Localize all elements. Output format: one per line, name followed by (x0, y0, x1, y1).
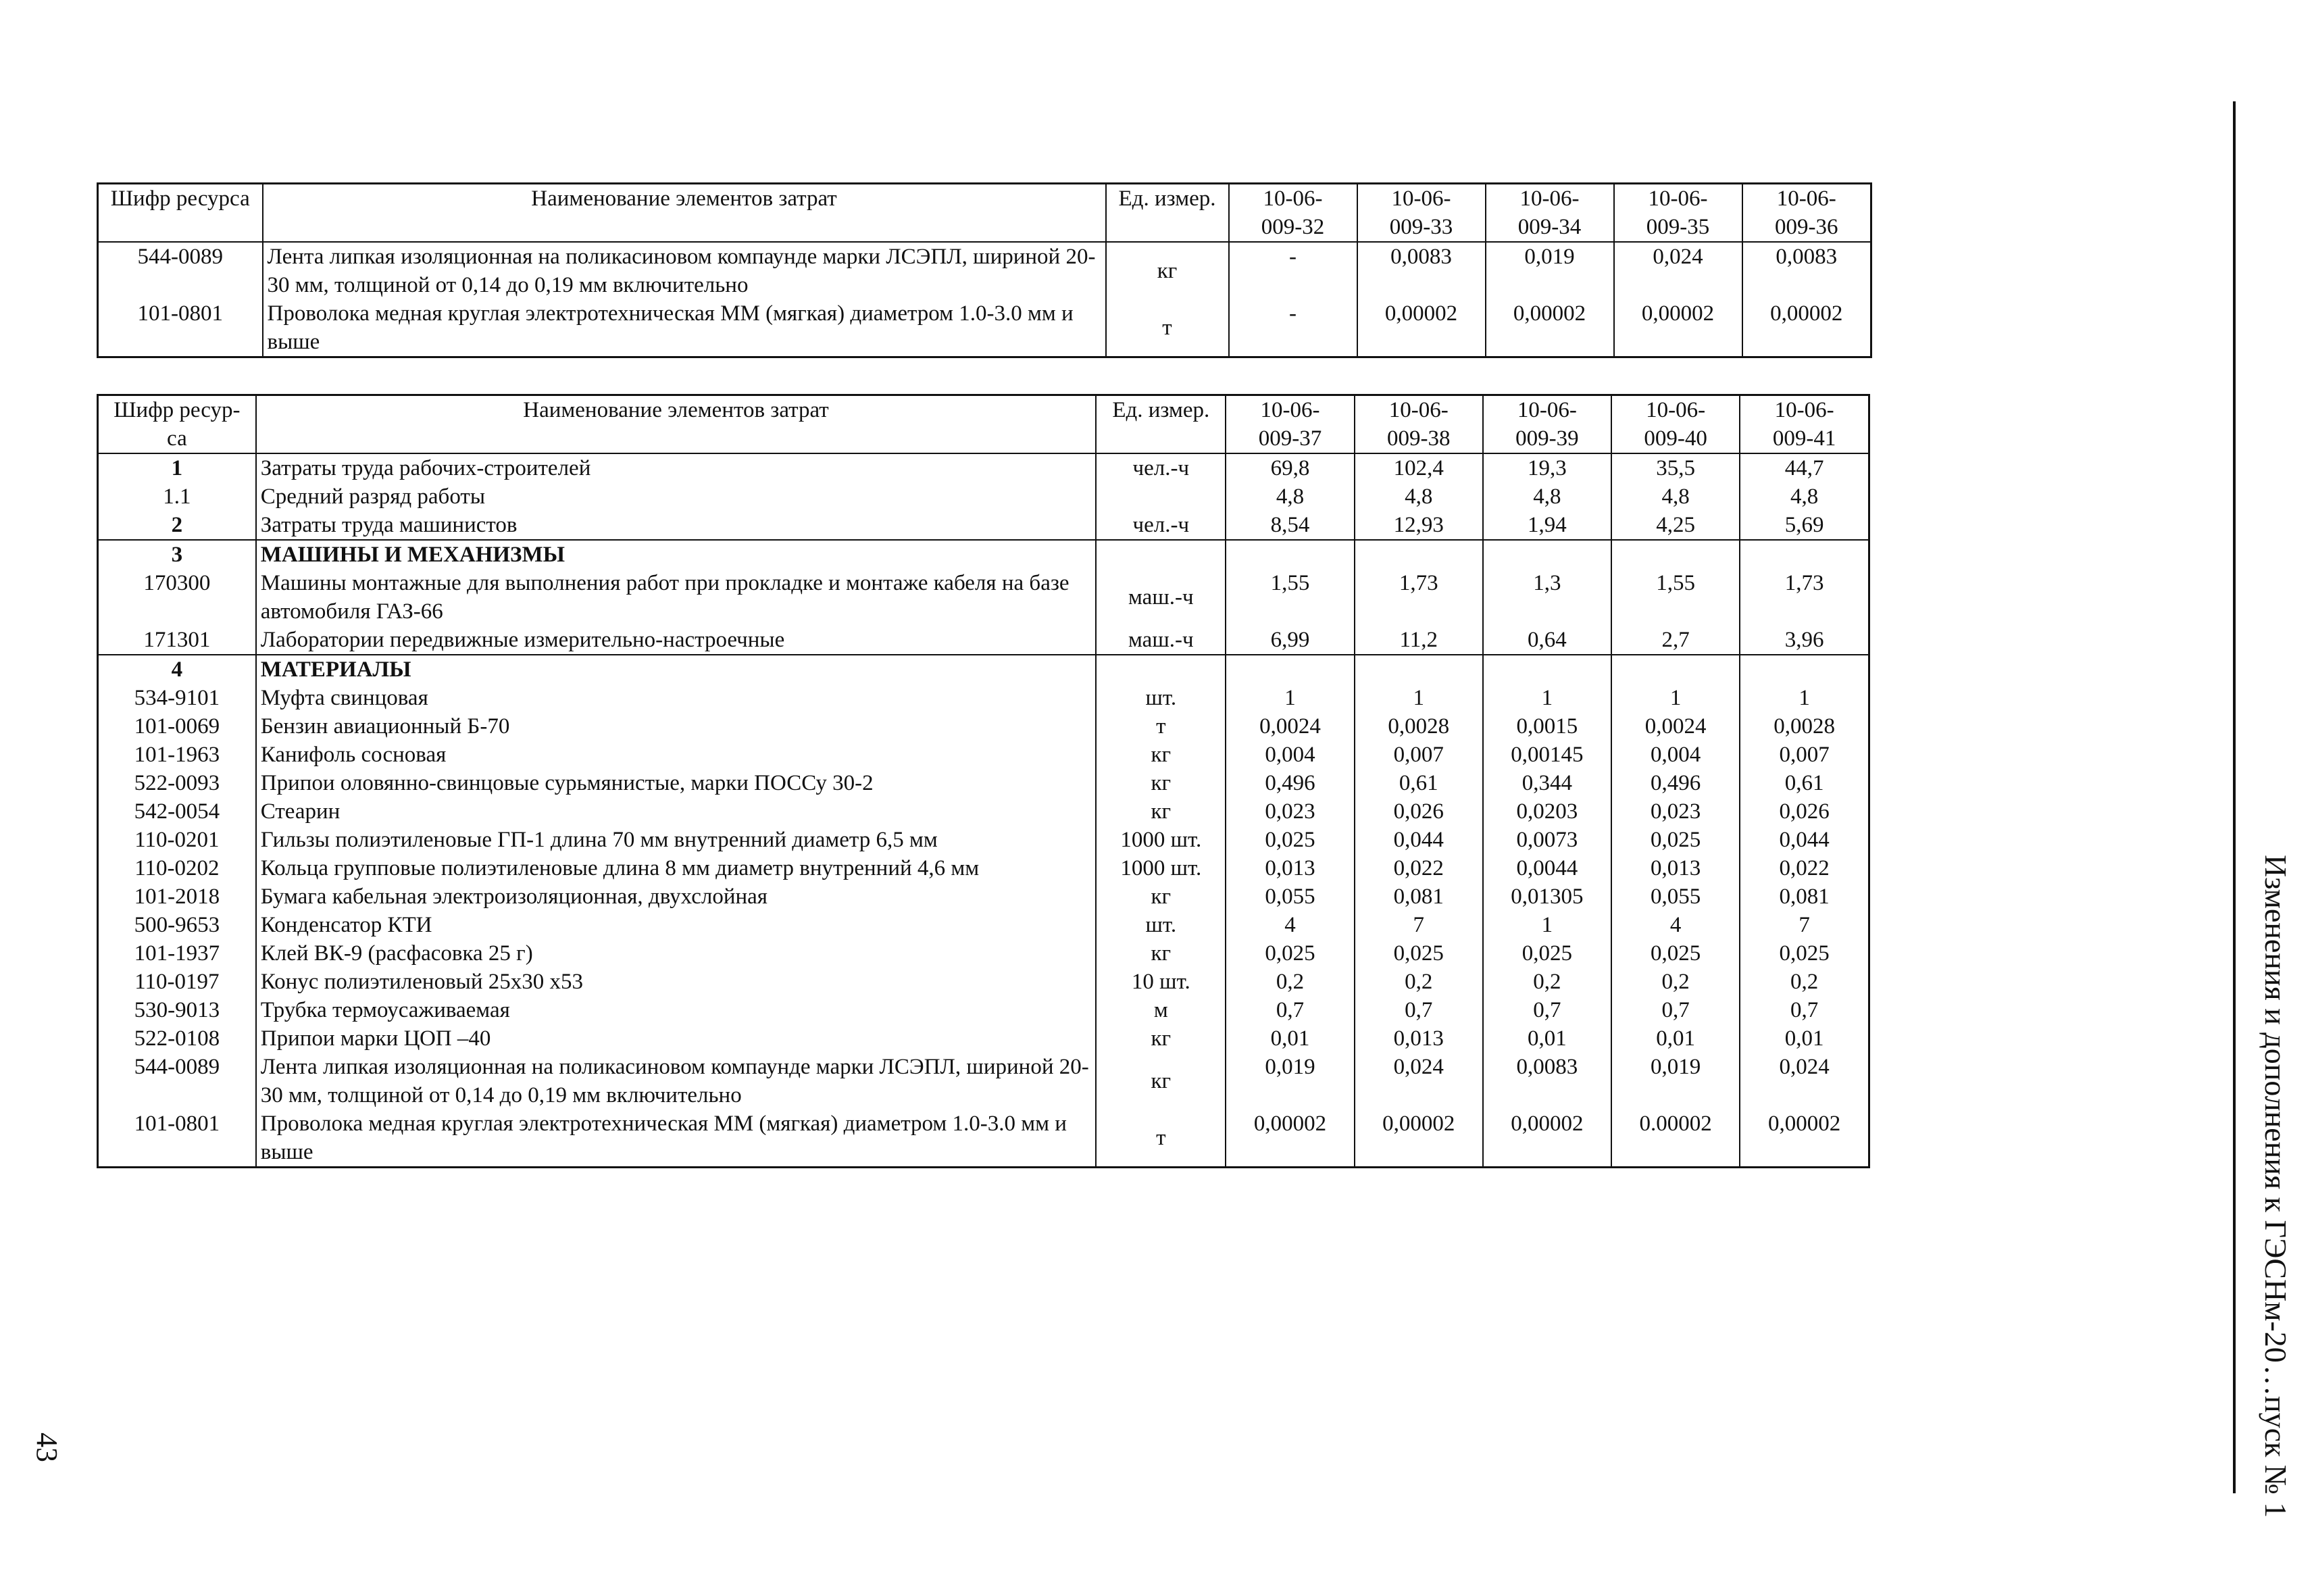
norm-value-cell: 19,3 (1483, 453, 1611, 482)
cost-element-name-cell: Стеарин (256, 797, 1096, 826)
table-row (98, 968, 1869, 996)
norm-value-cell: 0,026 (1355, 797, 1483, 826)
unit-cell: кг (1096, 769, 1226, 797)
norm-value-cell: 0,00002 (1742, 299, 1871, 357)
norm-value-cell: 0,00002 (1226, 1109, 1354, 1168)
norm-value-cell: 69,8 (1226, 453, 1354, 482)
cost-element-name-cell: Конденсатор КТИ (256, 911, 1096, 939)
norm-value-cell: 0,013 (1611, 854, 1740, 882)
norm-value-cell: 0,2 (1611, 968, 1740, 996)
norm-value-cell: 0,013 (1226, 854, 1354, 882)
table-row (98, 482, 1869, 511)
unit-cell: т (1096, 1109, 1226, 1168)
table-row (98, 453, 1869, 482)
unit-cell: маш.-ч (1096, 569, 1226, 626)
norm-value-cell: 1,94 (1483, 511, 1611, 540)
header-resource-code: Шифр ресур- са (98, 395, 256, 454)
cost-element-name-cell: Проволока медная круглая электротехническая ММ (мягкая) диаметром 1.0-3.0 мм и выше (263, 299, 1106, 357)
header-norm-code: 10-06- 009-34 (1486, 184, 1614, 243)
header-norm-code: 10-06- 009-33 (1357, 184, 1486, 243)
table-row (98, 299, 1871, 357)
norm-value-cell: 0,044 (1355, 826, 1483, 854)
norm-value-cell: 0,0015 (1483, 712, 1611, 741)
norm-value-cell: 0,007 (1355, 741, 1483, 769)
norm-value-cell: 0,019 (1226, 1053, 1354, 1109)
norm-value-cell (1355, 540, 1483, 569)
norm-value-cell (1355, 655, 1483, 684)
resource-code-cell: 500-9653 (98, 911, 256, 939)
cost-element-name-cell: Затраты труда машинистов (256, 511, 1096, 540)
cost-element-name-cell: МАШИНЫ И МЕХАНИЗМЫ (256, 540, 1096, 569)
norm-value-cell: 0,0024 (1611, 712, 1740, 741)
norm-value-cell: 0,024 (1614, 242, 1742, 299)
unit-cell: кг (1096, 939, 1226, 968)
norm-value-cell: 0,055 (1226, 882, 1354, 911)
norm-value-cell: - (1229, 299, 1357, 357)
resource-table-2 (97, 394, 1870, 1168)
norm-value-cell: 1 (1483, 684, 1611, 712)
unit-cell: 1000 шт. (1096, 826, 1226, 854)
norm-value-cell: 35,5 (1611, 453, 1740, 482)
table-row (98, 911, 1869, 939)
norm-value-cell (1611, 655, 1740, 684)
header-norm-code: 10-06- 009-40 (1611, 395, 1740, 454)
norm-value-cell: 0,01 (1483, 1024, 1611, 1053)
unit-cell: кг (1096, 882, 1226, 911)
norm-value-cell: 0,01 (1611, 1024, 1740, 1053)
norm-value-cell: 1 (1226, 684, 1354, 712)
unit-cell: т (1106, 299, 1229, 357)
cost-element-name-cell: Припои оловянно-свинцовые сурьмянистые, марки ПОССу 30-2 (256, 769, 1096, 797)
header-norm-code: 10-06- 009-32 (1229, 184, 1357, 243)
table-row (98, 684, 1869, 712)
table-row (98, 626, 1869, 655)
norm-value-cell (1226, 540, 1354, 569)
norm-value-cell: 0.00002 (1611, 1109, 1740, 1168)
resource-code-cell: 101-1963 (98, 741, 256, 769)
unit-cell: чел.-ч (1096, 511, 1226, 540)
norm-value-cell: 0,7 (1483, 996, 1611, 1024)
norm-value-cell: 0,61 (1355, 769, 1483, 797)
norm-value-cell (1226, 655, 1354, 684)
table-row (98, 826, 1869, 854)
norm-value-cell: 5,69 (1740, 511, 1869, 540)
resource-code-cell: 110-0202 (98, 854, 256, 882)
table-row (98, 769, 1869, 797)
norm-value-cell: 0,022 (1740, 854, 1869, 882)
norm-value-cell: 0,055 (1611, 882, 1740, 911)
norm-value-cell: 0,00002 (1355, 1109, 1483, 1168)
norm-value-cell: 0,00002 (1486, 299, 1614, 357)
norm-value-cell: 0,025 (1226, 939, 1354, 968)
cost-element-name-cell: Затраты труда рабочих-строителей (256, 453, 1096, 482)
norm-value-cell: 3,96 (1740, 626, 1869, 655)
resource-code-cell: 544-0089 (98, 242, 263, 299)
unit-cell: маш.-ч (1096, 626, 1226, 655)
norm-value-cell: 1,55 (1611, 569, 1740, 626)
table-row (98, 882, 1869, 911)
resource-code-cell: 3 (98, 540, 256, 569)
norm-value-cell: 0,01305 (1483, 882, 1611, 911)
cost-element-name-cell: Бензин авиационный Б-70 (256, 712, 1096, 741)
unit-cell: 1000 шт. (1096, 854, 1226, 882)
norm-value-cell: 0,2 (1740, 968, 1869, 996)
cost-element-name-cell: Лента липкая изоляционная на поликасиновом компаунде марки ЛСЭПЛ, шириной 20-30 мм, толщиной от 0,14 до 0,19 мм включительно (263, 242, 1106, 299)
norm-value-cell (1611, 540, 1740, 569)
norm-value-cell: 0,025 (1740, 939, 1869, 968)
resource-code-cell: 522-0108 (98, 1024, 256, 1053)
norm-value-cell: 4 (1611, 911, 1740, 939)
norm-value-cell: 0,024 (1355, 1053, 1483, 1109)
norm-value-cell: 0,044 (1740, 826, 1869, 854)
unit-cell (1096, 540, 1226, 569)
table-row (98, 569, 1869, 626)
norm-value-cell: 0,022 (1355, 854, 1483, 882)
table-row (98, 996, 1869, 1024)
norm-value-cell: 1 (1483, 911, 1611, 939)
unit-cell: 10 шт. (1096, 968, 1226, 996)
norm-value-cell: 0,01 (1740, 1024, 1869, 1053)
norm-value-cell: 4,8 (1355, 482, 1483, 511)
page-number: 43 (30, 1432, 64, 1462)
resource-code-cell: 101-0069 (98, 712, 256, 741)
norm-value-cell: 1 (1355, 684, 1483, 712)
resource-code-cell: 530-9013 (98, 996, 256, 1024)
norm-value-cell (1483, 540, 1611, 569)
header-norm-code: 10-06- 009-41 (1740, 395, 1869, 454)
unit-cell: шт. (1096, 684, 1226, 712)
unit-cell (1096, 655, 1226, 684)
cost-element-name-cell: Конус полиэтиленовый 25x30 x53 (256, 968, 1096, 996)
unit-cell (1096, 482, 1226, 511)
unit-cell: кг (1106, 242, 1229, 299)
norm-value-cell: 0,64 (1483, 626, 1611, 655)
norm-value-cell: 0,0083 (1742, 242, 1871, 299)
table-row (98, 797, 1869, 826)
norm-value-cell: 1 (1740, 684, 1869, 712)
norm-value-cell: 2,7 (1611, 626, 1740, 655)
norm-value-cell: 4,8 (1740, 482, 1869, 511)
resource-code-cell: 101-1937 (98, 939, 256, 968)
header-norm-code: 10-06- 009-36 (1742, 184, 1871, 243)
norm-value-cell: 0,004 (1611, 741, 1740, 769)
norm-value-cell: 1,3 (1483, 569, 1611, 626)
cost-element-name-cell: Клей ВК-9 (расфасовка 25 г) (256, 939, 1096, 968)
unit-cell: чел.-ч (1096, 453, 1226, 482)
norm-value-cell: 0,7 (1740, 996, 1869, 1024)
norm-value-cell: 0,496 (1611, 769, 1740, 797)
norm-value-cell: 0,0083 (1357, 242, 1486, 299)
table-row (98, 511, 1869, 540)
header-norm-code: 10-06- 009-35 (1614, 184, 1742, 243)
issue-label: …пуск № 1 (2259, 1365, 2293, 1518)
resource-code-cell: 534-9101 (98, 684, 256, 712)
norm-value-cell: 0,025 (1226, 826, 1354, 854)
cost-element-name-cell: Лаборатории передвижные измерительно-настроечные (256, 626, 1096, 655)
norm-value-cell: 0,7 (1611, 996, 1740, 1024)
norm-value-cell: 0,0083 (1483, 1053, 1611, 1109)
norm-value-cell: 0,496 (1226, 769, 1354, 797)
norm-value-cell: 0,2 (1483, 968, 1611, 996)
header-resource-code: Шифр ресурса (98, 184, 263, 243)
resource-code-cell: 1.1 (98, 482, 256, 511)
norm-value-cell: 0,00002 (1614, 299, 1742, 357)
norm-value-cell: 11,2 (1355, 626, 1483, 655)
norm-value-cell: 0,025 (1483, 939, 1611, 968)
norm-value-cell: 0,344 (1483, 769, 1611, 797)
norm-value-cell: 7 (1355, 911, 1483, 939)
norm-value-cell: 0,7 (1226, 996, 1354, 1024)
norm-value-cell: 0,004 (1226, 741, 1354, 769)
table-row (98, 1024, 1869, 1053)
norm-value-cell: 0,023 (1611, 797, 1740, 826)
unit-cell: м (1096, 996, 1226, 1024)
norm-value-cell: 1,55 (1226, 569, 1354, 626)
norm-value-cell: 0,00145 (1483, 741, 1611, 769)
norm-value-cell: 6,99 (1226, 626, 1354, 655)
norm-value-cell: 1,73 (1740, 569, 1869, 626)
resource-code-cell: 101-0801 (98, 299, 263, 357)
table-header-row (98, 395, 1869, 454)
resource-code-cell: 110-0201 (98, 826, 256, 854)
table-row (98, 540, 1869, 569)
resource-code-cell: 544-0089 (98, 1053, 256, 1109)
norm-value-cell: 0,61 (1740, 769, 1869, 797)
norm-value-cell: 0,2 (1355, 968, 1483, 996)
resource-code-cell: 542-0054 (98, 797, 256, 826)
norm-value-cell: 0,0203 (1483, 797, 1611, 826)
header-norm-code: 10-06- 009-38 (1355, 395, 1483, 454)
resource-code-cell: 101-0801 (98, 1109, 256, 1168)
cost-element-name-cell: Лента липкая изоляционная на поликасиновом компаунде марки ЛСЭПЛ, шириной 20-30 мм, толщиной от 0,14 до 0,19 мм включительно (256, 1053, 1096, 1109)
norm-value-cell: 44,7 (1740, 453, 1869, 482)
norm-value-cell: 0,019 (1611, 1053, 1740, 1109)
unit-cell: шт. (1096, 911, 1226, 939)
norm-value-cell: 0,0044 (1483, 854, 1611, 882)
table-row (98, 242, 1871, 299)
table-row (98, 655, 1869, 684)
resource-code-cell: 522-0093 (98, 769, 256, 797)
norm-value-cell: 0,026 (1740, 797, 1869, 826)
norm-value-cell: 0,007 (1740, 741, 1869, 769)
header-norm-code: 10-06- 009-39 (1483, 395, 1611, 454)
norm-value-cell: 4,8 (1611, 482, 1740, 511)
norm-value-cell: 8,54 (1226, 511, 1354, 540)
norm-value-cell: 0,025 (1611, 826, 1740, 854)
norm-value-cell (1740, 655, 1869, 684)
norm-value-cell: 0,019 (1486, 242, 1614, 299)
header-unit: Ед. измер. (1096, 395, 1226, 454)
resource-code-cell: 2 (98, 511, 256, 540)
header-unit: Ед. измер. (1106, 184, 1229, 243)
cost-element-name-cell: Бумага кабельная электроизоляционная, двухслойная (256, 882, 1096, 911)
norm-value-cell: 4,8 (1483, 482, 1611, 511)
norm-value-cell: - (1229, 242, 1357, 299)
norm-value-cell: 0,0073 (1483, 826, 1611, 854)
norm-value-cell: 0,0028 (1355, 712, 1483, 741)
table-row (98, 712, 1869, 741)
norm-value-cell (1483, 655, 1611, 684)
table-row (98, 939, 1869, 968)
unit-cell: кг (1096, 741, 1226, 769)
resource-code-cell: 110-0197 (98, 968, 256, 996)
norm-value-cell: 4,25 (1611, 511, 1740, 540)
cost-element-name-cell: Кольца групповые полиэтиленовые длина 8 мм диаметр внутренний 4,6 мм (256, 854, 1096, 882)
norm-value-cell: 0,2 (1226, 968, 1354, 996)
norm-value-cell: 0,0024 (1226, 712, 1354, 741)
norm-value-cell: 0,024 (1740, 1053, 1869, 1109)
unit-cell: кг (1096, 797, 1226, 826)
norm-value-cell: 0,00002 (1740, 1109, 1869, 1168)
norm-value-cell: 0,025 (1355, 939, 1483, 968)
resource-code-cell: 171301 (98, 626, 256, 655)
cost-element-name-cell: МАТЕРИАЛЫ (256, 655, 1096, 684)
norm-value-cell (1740, 540, 1869, 569)
cost-element-name-cell: Припои марки ЦОП –40 (256, 1024, 1096, 1053)
norm-value-cell: 0,023 (1226, 797, 1354, 826)
norm-value-cell: 4,8 (1226, 482, 1354, 511)
cost-element-name-cell: Средний разряд работы (256, 482, 1096, 511)
norm-value-cell: 0,0028 (1740, 712, 1869, 741)
table-row (98, 741, 1869, 769)
header-norm-code: 10-06- 009-37 (1226, 395, 1354, 454)
norm-value-cell: 0,00002 (1357, 299, 1486, 357)
norm-value-cell: 0,00002 (1483, 1109, 1611, 1168)
header-cost-element-name: Наименование элементов затрат (263, 184, 1106, 243)
unit-cell: т (1096, 712, 1226, 741)
table-row (98, 854, 1869, 882)
norm-value-cell: 102,4 (1355, 453, 1483, 482)
norm-value-cell: 4 (1226, 911, 1354, 939)
header-cost-element-name: Наименование элементов затрат (256, 395, 1096, 454)
unit-cell: кг (1096, 1053, 1226, 1109)
resource-code-cell: 101-2018 (98, 882, 256, 911)
table-header-row (98, 184, 1871, 243)
cost-element-name-cell: Трубка термоусаживаемая (256, 996, 1096, 1024)
table-row (98, 1109, 1869, 1168)
cost-element-name-cell: Гильзы полиэтиленовые ГП-1 длина 70 мм внутренний диаметр 6,5 мм (256, 826, 1096, 854)
resource-code-cell: 170300 (98, 569, 256, 626)
norm-value-cell: 1 (1611, 684, 1740, 712)
resource-table-1 (97, 182, 1872, 358)
norm-value-cell: 0,081 (1355, 882, 1483, 911)
cost-element-name-cell: Машины монтажные для выполнения работ при прокладке и монтаже кабеля на базе автомобиля ГАЗ-66 (256, 569, 1096, 626)
resource-code-cell: 4 (98, 655, 256, 684)
unit-cell: кг (1096, 1024, 1226, 1053)
norm-value-cell: 7 (1740, 911, 1869, 939)
norm-value-cell: 0,01 (1226, 1024, 1354, 1053)
norm-value-cell: 0,7 (1355, 996, 1483, 1024)
norm-value-cell: 0,081 (1740, 882, 1869, 911)
cost-element-name-cell: Проволока медная круглая электротехническая ММ (мягкая) диаметром 1.0-3.0 мм и выше (256, 1109, 1096, 1168)
norm-value-cell: 12,93 (1355, 511, 1483, 540)
norm-value-cell: 0,013 (1355, 1024, 1483, 1053)
running-title: Изменения и дополнения к ГЭСНм-20 (2259, 855, 2293, 1363)
resource-code-cell: 1 (98, 453, 256, 482)
norm-value-cell: 1,73 (1355, 569, 1483, 626)
cost-element-name-cell: Муфта свинцовая (256, 684, 1096, 712)
table-row (98, 1053, 1869, 1109)
margin-rule-line (2233, 101, 2236, 1493)
cost-element-name-cell: Канифоль сосновая (256, 741, 1096, 769)
norm-value-cell: 0,025 (1611, 939, 1740, 968)
